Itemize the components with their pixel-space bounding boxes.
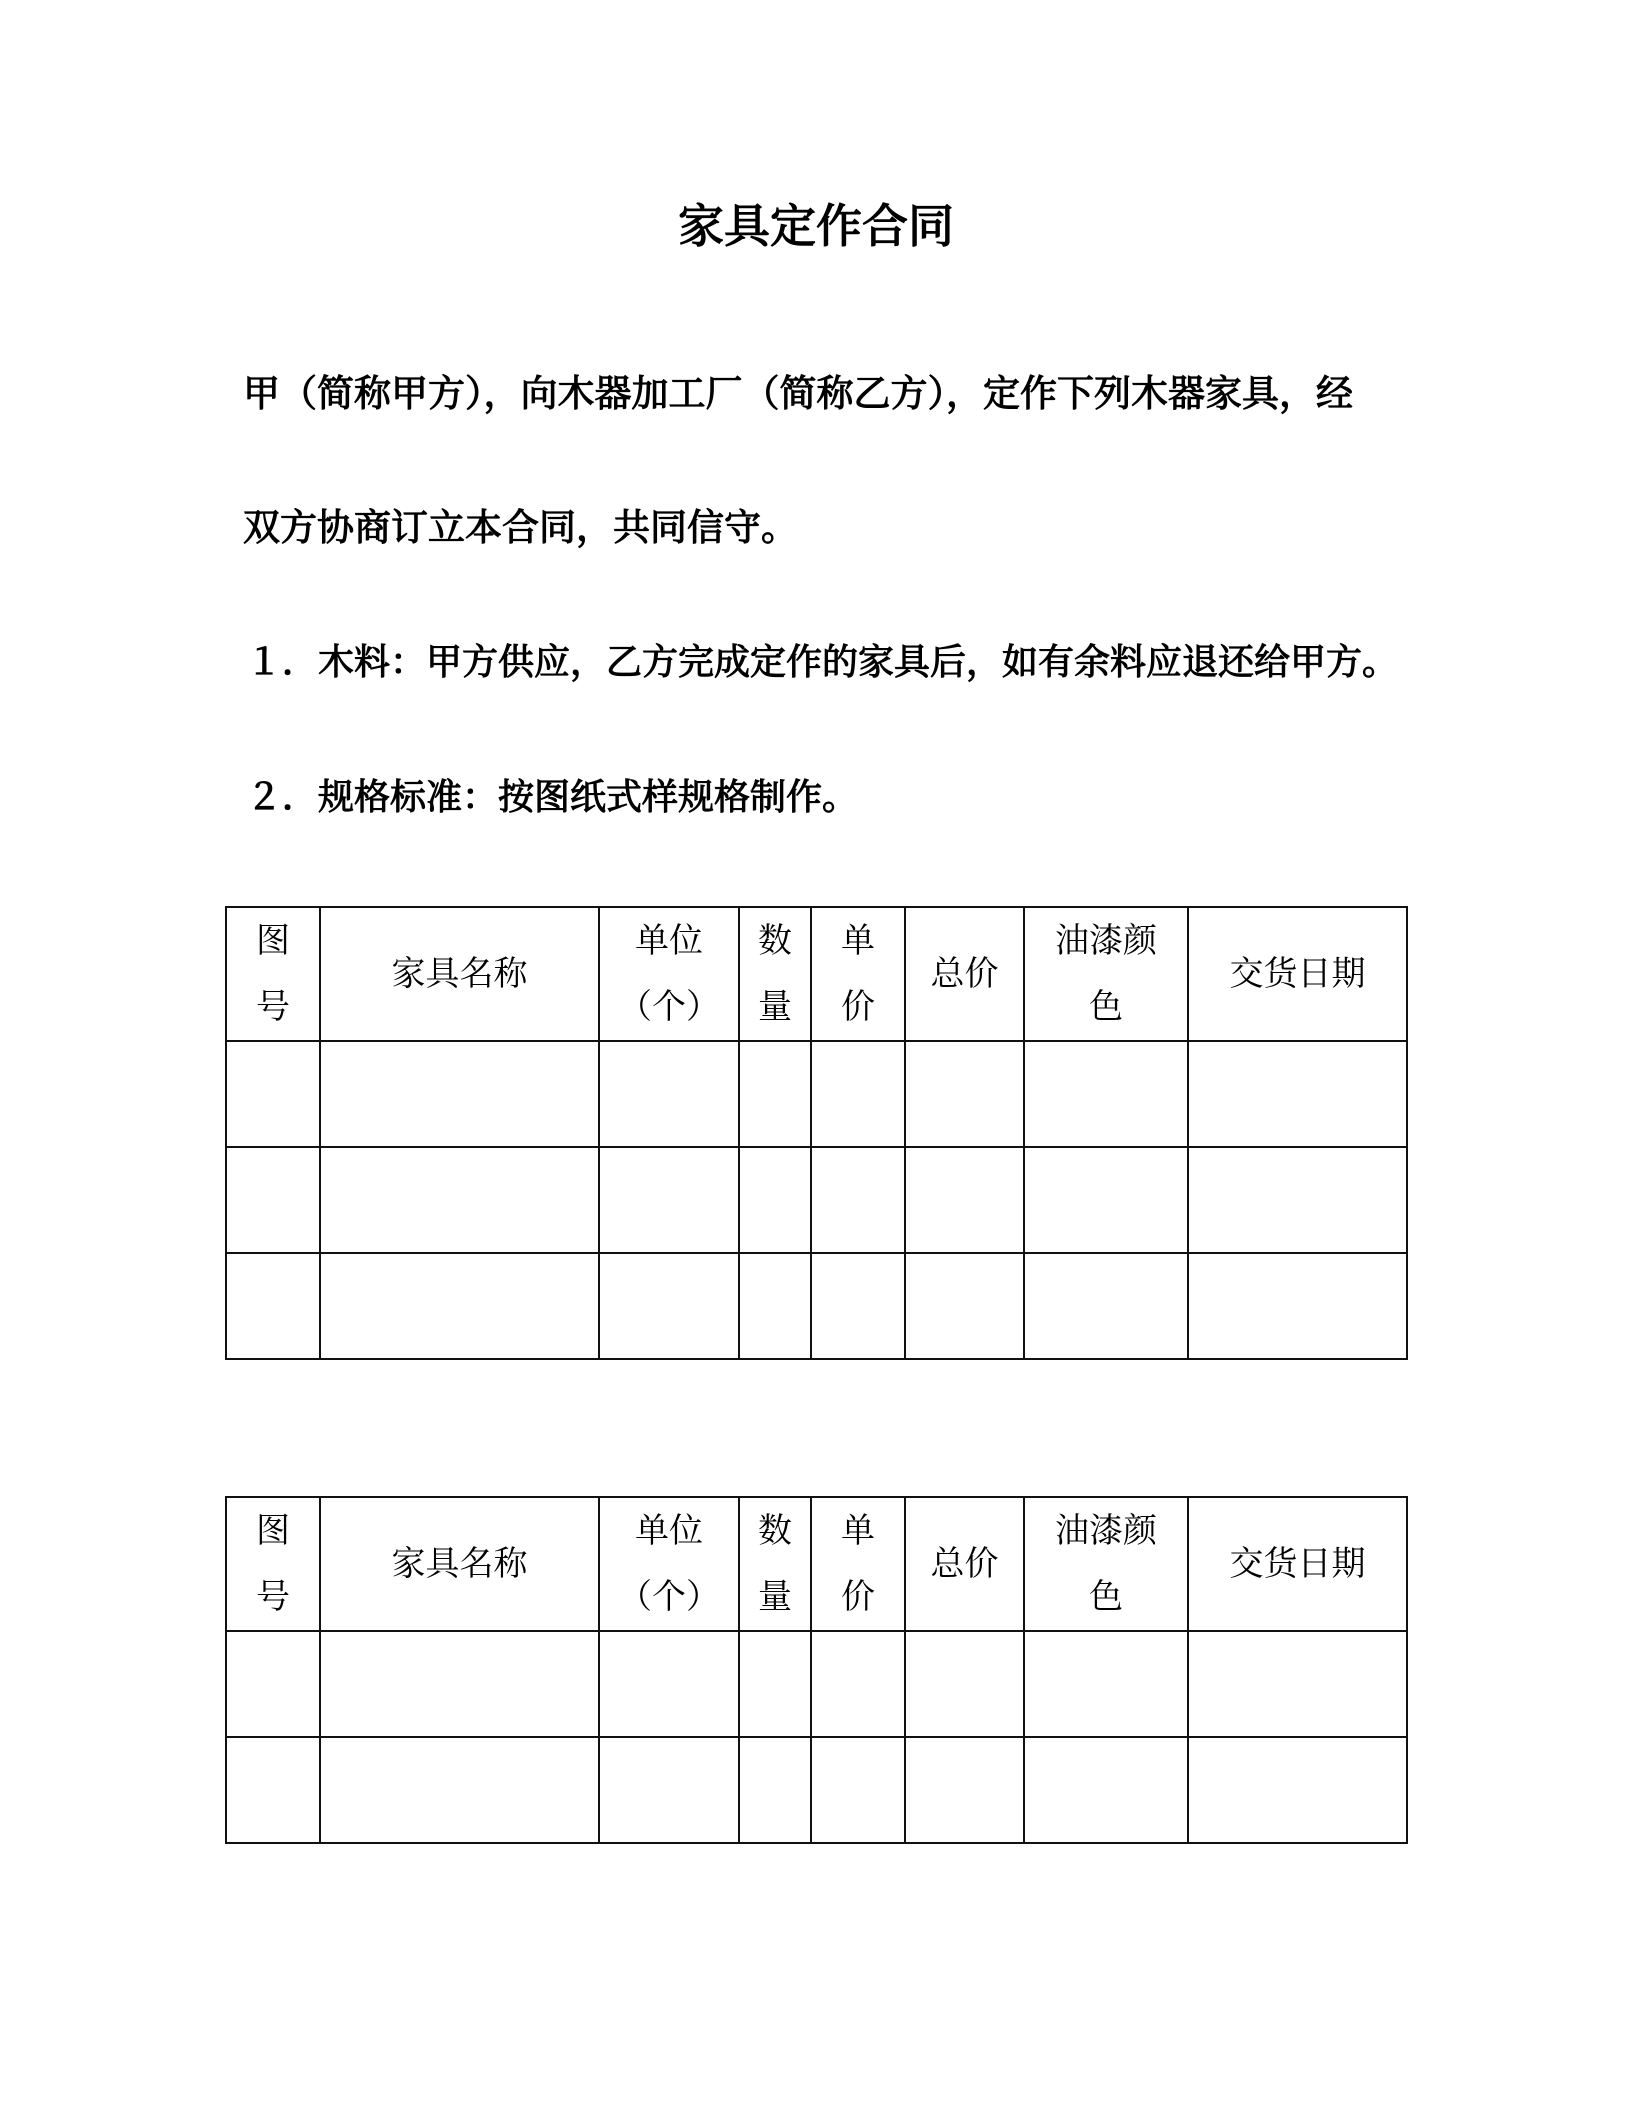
furniture-order-table-1 bbox=[225, 906, 1408, 1360]
header-paint-color bbox=[1024, 907, 1188, 1041]
cell-furniture-name[interactable] bbox=[320, 1631, 599, 1737]
cell-paint-color[interactable] bbox=[1024, 1253, 1188, 1359]
clause-1-materials: １．木料：甲方供应，乙方完成定作的家具后，如有余料应退还给甲方。 bbox=[246, 642, 1399, 683]
cell-drawing-no[interactable] bbox=[226, 1253, 320, 1359]
header-text: 色 bbox=[1089, 987, 1123, 1027]
header-unit-price bbox=[811, 1497, 905, 1631]
intro-paragraph-line-2: 双方协商订立本合同，共同信守。 bbox=[243, 506, 798, 549]
cell-total-price[interactable] bbox=[905, 1147, 1024, 1253]
header-text: 色 bbox=[1089, 1577, 1123, 1617]
header-delivery-date bbox=[1188, 907, 1407, 1041]
cell-delivery-date[interactable] bbox=[1188, 1737, 1407, 1843]
header-text: 价 bbox=[841, 987, 875, 1027]
header-text: 油漆颜 bbox=[1055, 921, 1157, 961]
cell-drawing-no[interactable] bbox=[226, 1041, 320, 1147]
header-text: 油漆颜 bbox=[1055, 1511, 1157, 1551]
table-row bbox=[226, 1041, 1407, 1147]
header-drawing-no bbox=[226, 907, 320, 1041]
cell-furniture-name[interactable] bbox=[320, 1147, 599, 1253]
table-row bbox=[226, 1147, 1407, 1253]
header-quantity bbox=[739, 1497, 811, 1631]
cell-paint-color[interactable] bbox=[1024, 1737, 1188, 1843]
header-text: 交货日期 bbox=[1229, 954, 1366, 994]
header-total-price bbox=[905, 907, 1024, 1041]
header-delivery-date bbox=[1188, 1497, 1407, 1631]
header-drawing-no bbox=[226, 1497, 320, 1631]
header-text: 量 bbox=[758, 1577, 792, 1617]
header-text: 交货日期 bbox=[1229, 1544, 1366, 1584]
cell-drawing-no[interactable] bbox=[226, 1737, 320, 1843]
table-row bbox=[226, 1631, 1407, 1737]
cell-total-price[interactable] bbox=[905, 1631, 1024, 1737]
cell-paint-color[interactable] bbox=[1024, 1147, 1188, 1253]
header-quantity bbox=[739, 907, 811, 1041]
cell-total-price[interactable] bbox=[905, 1253, 1024, 1359]
header-text: 号 bbox=[256, 987, 290, 1027]
cell-total-price[interactable] bbox=[905, 1737, 1024, 1843]
cell-unit[interactable] bbox=[599, 1041, 739, 1147]
header-paint-color bbox=[1024, 1497, 1188, 1631]
cell-quantity[interactable] bbox=[739, 1041, 811, 1147]
header-text: 图 bbox=[256, 921, 290, 961]
cell-unit-price[interactable] bbox=[811, 1253, 905, 1359]
cell-unit[interactable] bbox=[599, 1631, 739, 1737]
cell-delivery-date[interactable] bbox=[1188, 1041, 1407, 1147]
header-text: 单 bbox=[841, 1511, 875, 1551]
cell-unit-price[interactable] bbox=[811, 1631, 905, 1737]
header-text: 价 bbox=[841, 1577, 875, 1617]
header-furniture-name bbox=[320, 907, 599, 1041]
header-text: 总价 bbox=[930, 954, 999, 994]
cell-quantity[interactable] bbox=[739, 1631, 811, 1737]
header-text: 量 bbox=[758, 987, 792, 1027]
header-text: 号 bbox=[256, 1577, 290, 1617]
header-text: 单位 bbox=[635, 1511, 703, 1551]
header-text: 单 bbox=[841, 921, 875, 961]
cell-unit[interactable] bbox=[599, 1147, 739, 1253]
header-text: 家具名称 bbox=[391, 954, 528, 994]
header-text: 家具名称 bbox=[391, 1544, 528, 1584]
header-furniture-name bbox=[320, 1497, 599, 1631]
table-row bbox=[226, 1737, 1407, 1843]
cell-delivery-date[interactable] bbox=[1188, 1147, 1407, 1253]
table-header-row bbox=[226, 1497, 1407, 1631]
cell-drawing-no[interactable] bbox=[226, 1631, 320, 1737]
header-text: 总价 bbox=[930, 1544, 999, 1584]
intro-paragraph-line-1: 甲（简称甲方），向木器加工厂（简称乙方），定作下列木器家具，经 bbox=[243, 372, 1353, 415]
document-title: 家具定作合同 bbox=[678, 199, 954, 253]
header-unit bbox=[599, 907, 739, 1041]
cell-paint-color[interactable] bbox=[1024, 1631, 1188, 1737]
cell-quantity[interactable] bbox=[739, 1147, 811, 1253]
cell-furniture-name[interactable] bbox=[320, 1041, 599, 1147]
header-text: 数 bbox=[758, 1511, 792, 1551]
cell-delivery-date[interactable] bbox=[1188, 1253, 1407, 1359]
header-text: （个） bbox=[618, 987, 720, 1027]
cell-furniture-name[interactable] bbox=[320, 1737, 599, 1843]
cell-unit-price[interactable] bbox=[811, 1041, 905, 1147]
cell-unit[interactable] bbox=[599, 1253, 739, 1359]
header-text: 数 bbox=[758, 921, 792, 961]
cell-delivery-date[interactable] bbox=[1188, 1631, 1407, 1737]
table-header-row bbox=[226, 907, 1407, 1041]
cell-furniture-name[interactable] bbox=[320, 1253, 599, 1359]
header-text: 图 bbox=[256, 1511, 290, 1551]
header-unit-price bbox=[811, 907, 905, 1041]
table-row bbox=[226, 1253, 1407, 1359]
cell-quantity[interactable] bbox=[739, 1737, 811, 1843]
cell-unit-price[interactable] bbox=[811, 1737, 905, 1843]
cell-unit-price[interactable] bbox=[811, 1147, 905, 1253]
cell-drawing-no[interactable] bbox=[226, 1147, 320, 1253]
cell-paint-color[interactable] bbox=[1024, 1041, 1188, 1147]
header-text: 单位 bbox=[635, 921, 703, 961]
header-total-price bbox=[905, 1497, 1024, 1631]
cell-total-price[interactable] bbox=[905, 1041, 1024, 1147]
header-unit bbox=[599, 1497, 739, 1631]
furniture-order-table-2 bbox=[225, 1496, 1408, 1844]
clause-2-specifications: ２．规格标准：按图纸式样规格制作。 bbox=[246, 777, 859, 818]
cell-quantity[interactable] bbox=[739, 1253, 811, 1359]
cell-unit[interactable] bbox=[599, 1737, 739, 1843]
header-text: （个） bbox=[618, 1577, 720, 1617]
